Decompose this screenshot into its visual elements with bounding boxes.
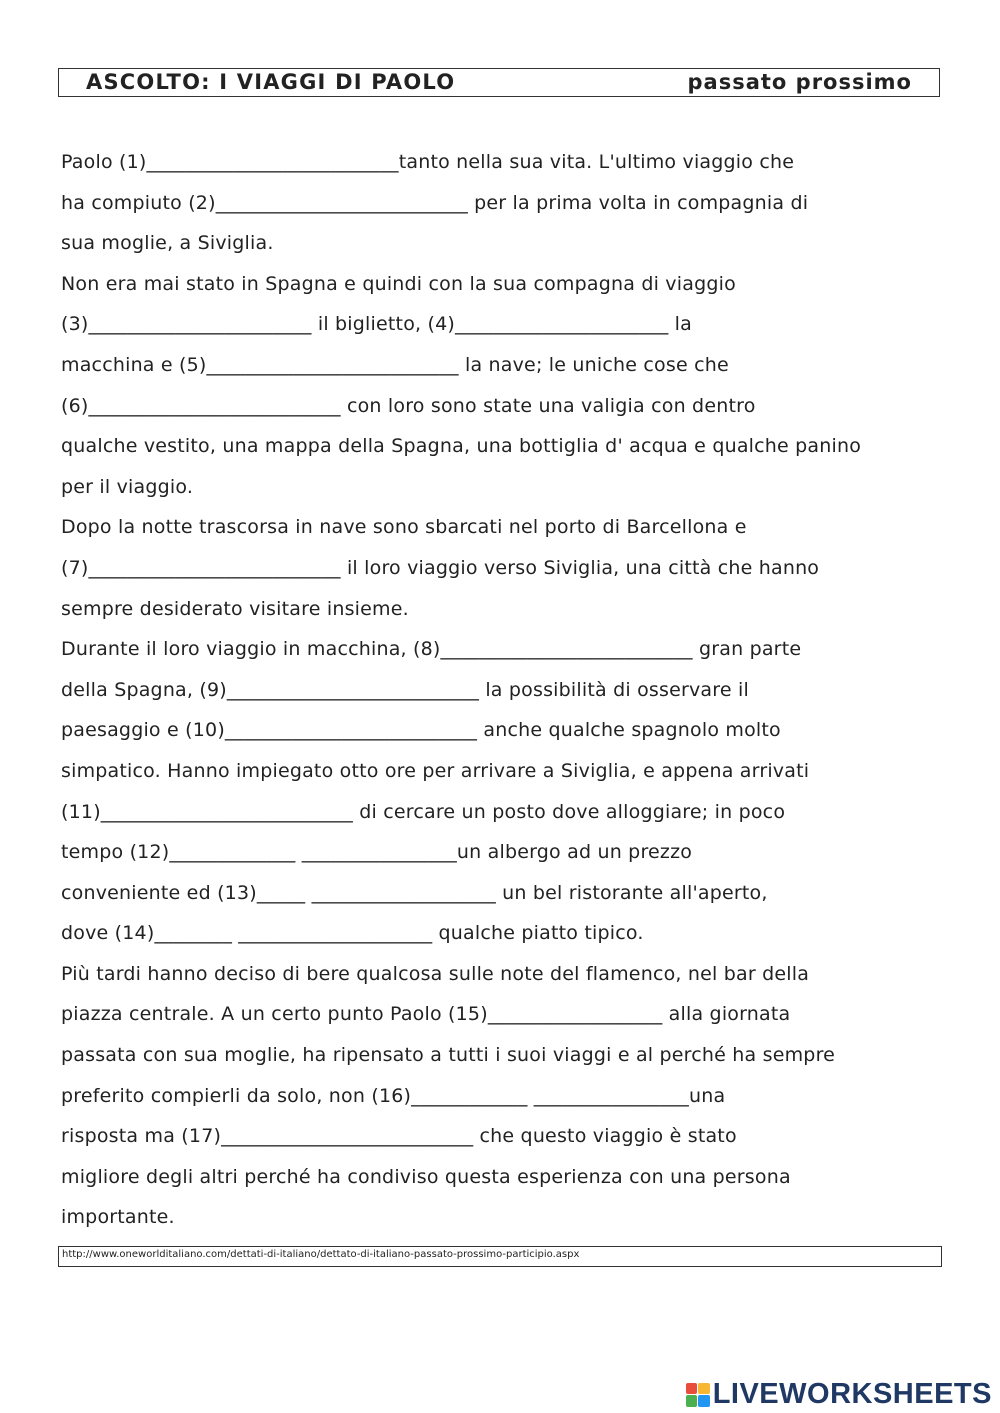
text-line: Paolo (1)__________________________tanto nella sua vita. L'ultimo viaggio che bbox=[61, 151, 795, 173]
text-line: ha compiuto (2)__________________________ per la prima volta in compagnia di bbox=[61, 191, 809, 214]
exercise-text bbox=[61, 142, 961, 1238]
text-line: Non era mai stato in Spagna e quindi con la sua compagna di viaggio bbox=[61, 272, 736, 295]
text-line: passata con sua moglie, ha ripensato a tutti i suoi viaggi e al perché ha sempre bbox=[61, 1044, 836, 1067]
text-line: risposta ma (17)__________________________ che questo viaggio è stato bbox=[61, 1125, 737, 1148]
header-box bbox=[58, 68, 940, 97]
text-line: della Spagna, (9)__________________________ la possibilità di osservare il bbox=[61, 678, 749, 701]
text-line: sua moglie, a Siviglia. bbox=[61, 232, 274, 255]
text-line: (3)_______________________ il biglietto, (4)______________________ la bbox=[61, 313, 692, 336]
text-line: sempre desiderato visitare insieme. bbox=[61, 597, 409, 620]
source-url-box bbox=[58, 1246, 942, 1267]
text-line: importante. bbox=[61, 1206, 175, 1229]
text-line: migliore degli altri perché ha condiviso questa esperienza con una persona bbox=[61, 1165, 791, 1188]
brand-name: LIVEWORKSHEETS bbox=[712, 1378, 992, 1410]
text-line: (6)__________________________ con loro sono state una valigia con dentro bbox=[61, 394, 756, 417]
text-line: Più tardi hanno deciso di bere qualcosa sulle note del flamenco, nel bar della bbox=[61, 962, 810, 985]
text-line: Durante il loro viaggio in macchina, (8)__________________________ gran parte bbox=[61, 638, 802, 661]
liveworksheets-brand[interactable] bbox=[686, 1378, 992, 1411]
text-line: conveniente ed (13)_____ ___________________ un bel ristorante all'aperto, bbox=[61, 881, 768, 904]
source-url: http://www.oneworlditaliano.com/dettati-di-italiano/dettato-di-italiano-passato-prossimo-participio.aspx bbox=[62, 1249, 580, 1260]
text-line: per il viaggio. bbox=[61, 475, 194, 498]
text-line: tempo (12)_____________ ________________un albergo ad un prezzo bbox=[61, 841, 693, 864]
text-line: macchina e (5)__________________________ la nave; le uniche cose che bbox=[61, 353, 729, 376]
text-line: paesaggio e (10)__________________________ anche qualche spagnolo molto bbox=[61, 719, 781, 742]
worksheet-title: ASCOLTO: I VIAGGI DI PAOLO bbox=[86, 70, 456, 94]
text-line: Dopo la notte trascorsa in nave sono sbarcati nel porto di Barcellona e bbox=[61, 516, 747, 539]
text-line: piazza centrale. A un certo punto Paolo (15)__________________ alla giornata bbox=[61, 1003, 791, 1026]
liveworksheets-logo-icon bbox=[686, 1383, 710, 1407]
text-line: dove (14)________ ____________________ qualche piatto tipico. bbox=[61, 922, 644, 945]
text-line: qualche vestito, una mappa della Spagna, una bottiglia d' acqua e qualche panino bbox=[61, 435, 862, 458]
grammar-topic: passato prossimo bbox=[687, 70, 912, 94]
text-line: (7)__________________________ il loro viaggio verso Siviglia, una città che hanno bbox=[61, 556, 820, 579]
text-line: (11)__________________________ di cercare un posto dove alloggiare; in poco bbox=[61, 800, 786, 823]
text-line: preferito compierli da solo, non (16)____________ ________________una bbox=[61, 1084, 726, 1107]
text-line: simpatico. Hanno impiegato otto ore per arrivare a Siviglia, e appena arrivati bbox=[61, 759, 810, 782]
